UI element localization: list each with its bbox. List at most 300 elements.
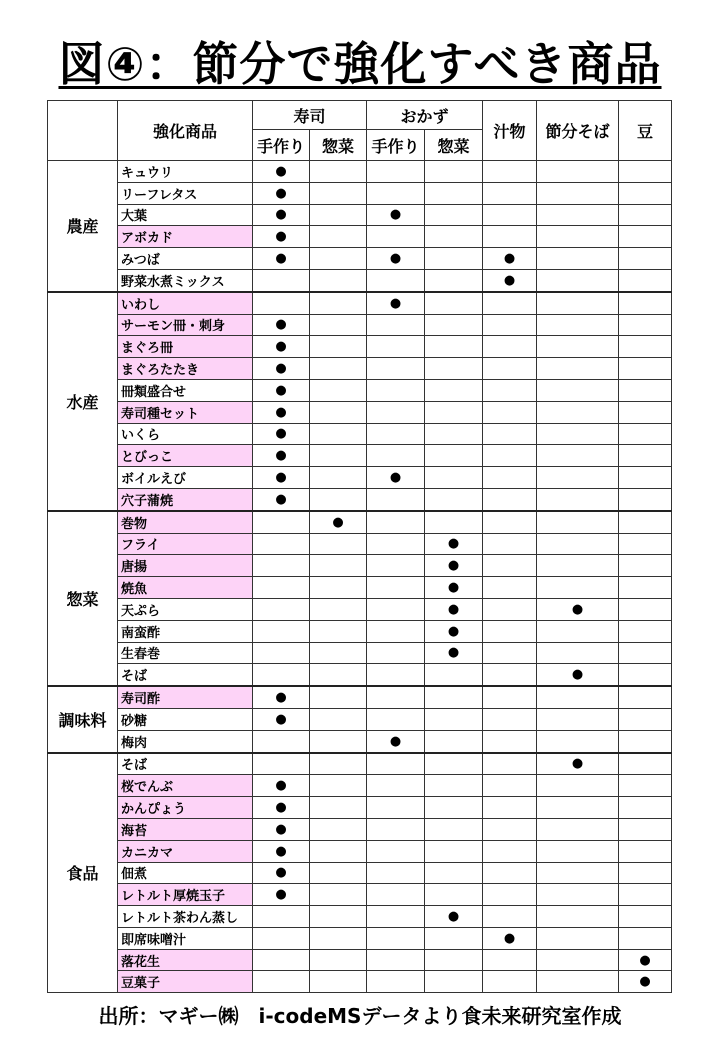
empty-cell	[425, 730, 483, 752]
empty-cell	[483, 708, 537, 730]
empty-cell	[310, 445, 367, 467]
empty-cell	[253, 511, 310, 533]
empty-cell	[367, 620, 425, 642]
empty-cell	[619, 488, 672, 510]
table-row	[48, 927, 672, 949]
header-mame: 豆	[619, 101, 672, 161]
empty-cell	[310, 708, 367, 730]
empty-cell	[483, 555, 537, 577]
table-row	[48, 620, 672, 642]
table-row	[48, 401, 672, 423]
table-row	[48, 379, 672, 401]
empty-cell	[425, 884, 483, 906]
empty-cell	[483, 488, 537, 510]
empty-cell	[619, 314, 672, 336]
table-row	[48, 971, 672, 993]
empty-cell	[483, 511, 537, 533]
empty-cell	[367, 664, 425, 686]
category-label: 農産	[48, 161, 118, 292]
empty-cell	[537, 620, 619, 642]
item-label: まぐろ冊	[118, 336, 253, 358]
table-row	[48, 840, 672, 862]
empty-cell	[619, 927, 672, 949]
empty-cell	[425, 927, 483, 949]
dot-mark: ●	[425, 620, 483, 642]
empty-cell	[619, 884, 672, 906]
table-row	[48, 423, 672, 445]
empty-cell	[483, 379, 537, 401]
empty-cell	[619, 226, 672, 248]
empty-cell	[537, 292, 619, 314]
empty-cell	[310, 775, 367, 797]
empty-cell	[425, 401, 483, 423]
empty-cell	[619, 533, 672, 555]
empty-cell	[483, 620, 537, 642]
empty-cell	[619, 708, 672, 730]
empty-cell	[537, 840, 619, 862]
empty-cell	[367, 686, 425, 708]
item-label: レトルト厚焼玉子	[118, 884, 253, 906]
item-label: キュウリ	[118, 161, 253, 183]
table-row	[48, 555, 672, 577]
dot-mark: ●	[253, 423, 310, 445]
dot-mark: ●	[483, 269, 537, 291]
empty-cell	[619, 753, 672, 775]
empty-cell	[425, 753, 483, 775]
item-label: いくら	[118, 423, 253, 445]
item-label: みつば	[118, 248, 253, 270]
empty-cell	[367, 598, 425, 620]
empty-cell	[253, 730, 310, 752]
empty-cell	[425, 664, 483, 686]
header-okazu-souzai: 惣菜	[425, 130, 483, 161]
table-row	[48, 467, 672, 489]
header-row-1	[48, 101, 672, 130]
empty-cell	[310, 423, 367, 445]
empty-cell	[483, 292, 537, 314]
empty-cell	[619, 336, 672, 358]
dot-mark: ●	[425, 533, 483, 555]
dot-mark: ●	[367, 248, 425, 270]
item-label: 梅肉	[118, 730, 253, 752]
empty-cell	[367, 971, 425, 993]
dot-mark: ●	[483, 927, 537, 949]
dot-mark: ●	[253, 226, 310, 248]
empty-cell	[483, 840, 537, 862]
empty-cell	[483, 314, 537, 336]
dot-mark: ●	[619, 949, 672, 971]
item-label: 南蛮酢	[118, 620, 253, 642]
item-label: ボイルえび	[118, 467, 253, 489]
table-row	[48, 204, 672, 226]
empty-cell	[425, 314, 483, 336]
empty-cell	[367, 797, 425, 819]
empty-cell	[537, 204, 619, 226]
empty-cell	[537, 555, 619, 577]
empty-cell	[537, 577, 619, 599]
empty-cell	[619, 401, 672, 423]
page-title-wrap	[0, 28, 720, 94]
empty-cell	[367, 708, 425, 730]
empty-cell	[253, 620, 310, 642]
table-row	[48, 775, 672, 797]
item-label: レトルト茶わん蒸し	[118, 906, 253, 928]
empty-cell	[367, 840, 425, 862]
item-label: 冊類盛合せ	[118, 379, 253, 401]
dot-mark: ●	[253, 182, 310, 204]
item-label: 焼魚	[118, 577, 253, 599]
empty-cell	[367, 379, 425, 401]
empty-cell	[537, 775, 619, 797]
empty-cell	[367, 336, 425, 358]
empty-cell	[483, 182, 537, 204]
empty-cell	[425, 840, 483, 862]
empty-cell	[425, 248, 483, 270]
empty-cell	[310, 577, 367, 599]
dot-mark: ●	[253, 840, 310, 862]
table-row	[48, 642, 672, 664]
table-row	[48, 182, 672, 204]
empty-cell	[425, 182, 483, 204]
empty-cell	[537, 927, 619, 949]
empty-cell	[619, 467, 672, 489]
empty-cell	[537, 423, 619, 445]
item-label: 野菜水煮ミックス	[118, 269, 253, 291]
empty-cell	[253, 927, 310, 949]
dot-mark: ●	[425, 577, 483, 599]
empty-cell	[483, 753, 537, 775]
table-row	[48, 598, 672, 620]
empty-cell	[537, 730, 619, 752]
dot-mark: ●	[253, 686, 310, 708]
empty-cell	[483, 664, 537, 686]
table-row	[48, 226, 672, 248]
empty-cell	[537, 226, 619, 248]
item-label: とびっこ	[118, 445, 253, 467]
table-row	[48, 269, 672, 291]
item-label: 穴子蒲焼	[118, 488, 253, 510]
empty-cell	[537, 818, 619, 840]
item-label: 天ぷら	[118, 598, 253, 620]
item-label: 寿司酢	[118, 686, 253, 708]
item-label: カニカマ	[118, 840, 253, 862]
header-okazu-tezukuri: 手作り	[367, 130, 425, 161]
dot-mark: ●	[253, 775, 310, 797]
item-label: 巻物	[118, 511, 253, 533]
item-label: アボカド	[118, 226, 253, 248]
empty-cell	[425, 775, 483, 797]
empty-cell	[483, 775, 537, 797]
category-label: 調味料	[48, 686, 118, 752]
empty-cell	[619, 775, 672, 797]
empty-cell	[367, 884, 425, 906]
item-label: 生春巻	[118, 642, 253, 664]
empty-cell	[310, 488, 367, 510]
empty-cell	[483, 204, 537, 226]
empty-cell	[310, 182, 367, 204]
table-row	[48, 358, 672, 380]
empty-cell	[310, 269, 367, 291]
dot-mark: ●	[537, 664, 619, 686]
empty-cell	[483, 730, 537, 752]
item-label: リーフレタス	[118, 182, 253, 204]
empty-cell	[537, 358, 619, 380]
dot-mark: ●	[253, 358, 310, 380]
table-row	[48, 949, 672, 971]
empty-cell	[619, 686, 672, 708]
empty-cell	[537, 533, 619, 555]
empty-cell	[483, 818, 537, 840]
item-label: 佃煮	[118, 862, 253, 884]
empty-cell	[483, 906, 537, 928]
empty-cell	[253, 971, 310, 993]
empty-cell	[310, 906, 367, 928]
empty-cell	[425, 818, 483, 840]
empty-cell	[537, 642, 619, 664]
empty-cell	[425, 269, 483, 291]
empty-cell	[367, 488, 425, 510]
empty-cell	[367, 577, 425, 599]
empty-cell	[310, 358, 367, 380]
empty-cell	[425, 445, 483, 467]
empty-cell	[425, 971, 483, 993]
empty-cell	[310, 204, 367, 226]
empty-cell	[619, 511, 672, 533]
empty-cell	[310, 336, 367, 358]
empty-cell	[483, 336, 537, 358]
table-row	[48, 797, 672, 819]
empty-cell	[425, 467, 483, 489]
empty-cell	[537, 182, 619, 204]
table-row	[48, 488, 672, 510]
empty-cell	[483, 467, 537, 489]
page-title: 図④：節分で強化すべき商品	[58, 37, 662, 91]
empty-cell	[310, 818, 367, 840]
header-setsubun-soba: 節分そば	[537, 101, 619, 161]
item-label: まぐろたたき	[118, 358, 253, 380]
empty-cell	[537, 379, 619, 401]
empty-cell	[483, 423, 537, 445]
dot-mark: ●	[425, 555, 483, 577]
table-row	[48, 533, 672, 555]
header-category-corner	[48, 101, 118, 161]
dot-mark: ●	[253, 797, 310, 819]
table-row	[48, 884, 672, 906]
empty-cell	[367, 862, 425, 884]
dot-mark: ●	[537, 598, 619, 620]
empty-cell	[310, 884, 367, 906]
empty-cell	[367, 642, 425, 664]
empty-cell	[425, 379, 483, 401]
empty-cell	[619, 161, 672, 183]
empty-cell	[619, 664, 672, 686]
empty-cell	[537, 336, 619, 358]
table-row	[48, 292, 672, 314]
empty-cell	[310, 401, 367, 423]
empty-cell	[367, 161, 425, 183]
empty-cell	[619, 182, 672, 204]
empty-cell	[310, 664, 367, 686]
empty-cell	[310, 292, 367, 314]
empty-cell	[310, 533, 367, 555]
empty-cell	[367, 269, 425, 291]
dot-mark: ●	[253, 467, 310, 489]
empty-cell	[425, 949, 483, 971]
empty-cell	[619, 555, 672, 577]
empty-cell	[619, 862, 672, 884]
empty-cell	[367, 533, 425, 555]
empty-cell	[537, 314, 619, 336]
empty-cell	[367, 818, 425, 840]
item-label: 大葉	[118, 204, 253, 226]
table-row	[48, 336, 672, 358]
table-body	[48, 161, 672, 993]
header-sushi-souzai: 惣菜	[310, 130, 367, 161]
empty-cell	[425, 797, 483, 819]
header-shirumono: 汁物	[483, 101, 537, 161]
dot-mark: ●	[253, 314, 310, 336]
dot-mark: ●	[253, 818, 310, 840]
table-row	[48, 730, 672, 752]
empty-cell	[537, 686, 619, 708]
item-label: 海苔	[118, 818, 253, 840]
dot-mark: ●	[483, 248, 537, 270]
header-sushi-tezukuri: 手作り	[253, 130, 310, 161]
dot-mark: ●	[253, 401, 310, 423]
table-row	[48, 664, 672, 686]
empty-cell	[537, 906, 619, 928]
empty-cell	[537, 884, 619, 906]
empty-cell	[483, 971, 537, 993]
empty-cell	[537, 488, 619, 510]
header-item: 強化商品	[118, 101, 253, 161]
empty-cell	[537, 248, 619, 270]
empty-cell	[537, 161, 619, 183]
empty-cell	[253, 555, 310, 577]
table-row	[48, 161, 672, 183]
item-label: フライ	[118, 533, 253, 555]
table-row	[48, 314, 672, 336]
empty-cell	[310, 971, 367, 993]
empty-cell	[310, 840, 367, 862]
header-okazu: おかず	[367, 101, 483, 130]
empty-cell	[425, 423, 483, 445]
empty-cell	[310, 314, 367, 336]
empty-cell	[367, 226, 425, 248]
item-label: 豆菓子	[118, 971, 253, 993]
empty-cell	[367, 753, 425, 775]
empty-cell	[537, 511, 619, 533]
dot-mark: ●	[253, 488, 310, 510]
empty-cell	[483, 862, 537, 884]
empty-cell	[619, 248, 672, 270]
table-row	[48, 906, 672, 928]
empty-cell	[310, 730, 367, 752]
dot-mark: ●	[367, 292, 425, 314]
empty-cell	[425, 204, 483, 226]
table-row	[48, 248, 672, 270]
empty-cell	[425, 708, 483, 730]
dot-mark: ●	[425, 642, 483, 664]
empty-cell	[483, 226, 537, 248]
empty-cell	[537, 797, 619, 819]
empty-cell	[619, 292, 672, 314]
empty-cell	[367, 445, 425, 467]
empty-cell	[619, 204, 672, 226]
empty-cell	[367, 182, 425, 204]
empty-cell	[367, 906, 425, 928]
empty-cell	[367, 949, 425, 971]
product-table	[47, 100, 672, 993]
empty-cell	[619, 379, 672, 401]
table-row	[48, 577, 672, 599]
empty-cell	[537, 401, 619, 423]
item-label: サーモン冊・刺身	[118, 314, 253, 336]
empty-cell	[483, 949, 537, 971]
source-note: 出所：マギー㈱ i-codeMSデータより食未来研究室作成	[98, 1004, 622, 1028]
item-label: かんぴょう	[118, 797, 253, 819]
dot-mark: ●	[253, 248, 310, 270]
table-row	[48, 445, 672, 467]
dot-mark: ●	[253, 161, 310, 183]
empty-cell	[483, 598, 537, 620]
empty-cell	[253, 949, 310, 971]
empty-cell	[483, 797, 537, 819]
empty-cell	[483, 445, 537, 467]
empty-cell	[619, 906, 672, 928]
table-row	[48, 818, 672, 840]
empty-cell	[310, 467, 367, 489]
empty-cell	[619, 730, 672, 752]
empty-cell	[310, 949, 367, 971]
empty-cell	[253, 906, 310, 928]
empty-cell	[619, 620, 672, 642]
empty-cell	[367, 314, 425, 336]
empty-cell	[619, 818, 672, 840]
empty-cell	[310, 753, 367, 775]
item-label: 落花生	[118, 949, 253, 971]
item-label: 唐揚	[118, 555, 253, 577]
dot-mark: ●	[367, 204, 425, 226]
empty-cell	[425, 862, 483, 884]
empty-cell	[253, 598, 310, 620]
empty-cell	[253, 642, 310, 664]
empty-cell	[367, 423, 425, 445]
empty-cell	[310, 927, 367, 949]
empty-cell	[537, 971, 619, 993]
empty-cell	[619, 423, 672, 445]
item-label: 桜でんぶ	[118, 775, 253, 797]
table-row	[48, 708, 672, 730]
empty-cell	[619, 642, 672, 664]
empty-cell	[619, 840, 672, 862]
empty-cell	[310, 379, 367, 401]
empty-cell	[619, 445, 672, 467]
empty-cell	[310, 161, 367, 183]
empty-cell	[537, 949, 619, 971]
empty-cell	[367, 511, 425, 533]
empty-cell	[253, 533, 310, 555]
item-label: 砂糖	[118, 708, 253, 730]
empty-cell	[367, 775, 425, 797]
empty-cell	[425, 511, 483, 533]
item-label: そば	[118, 753, 253, 775]
dot-mark: ●	[619, 971, 672, 993]
empty-cell	[483, 533, 537, 555]
empty-cell	[310, 620, 367, 642]
empty-cell	[253, 292, 310, 314]
empty-cell	[310, 862, 367, 884]
